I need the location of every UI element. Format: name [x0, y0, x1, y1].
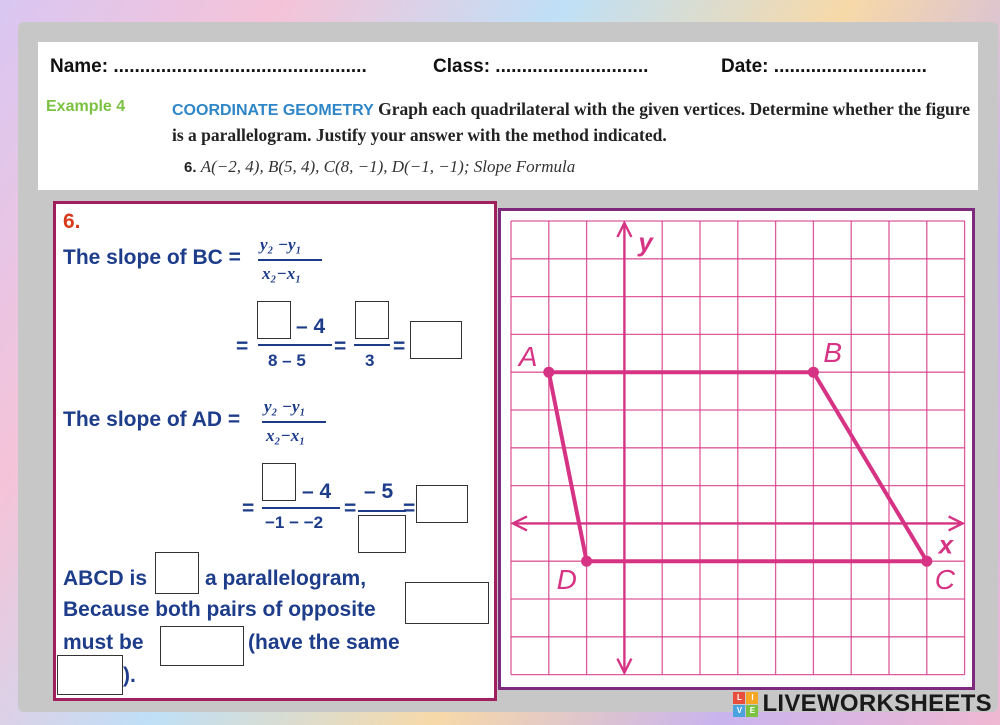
same-what-input[interactable]	[57, 655, 123, 695]
y-axis-label: y	[638, 227, 653, 257]
vertex-labels	[517, 337, 956, 595]
conclusion-end: ).	[123, 664, 136, 687]
problem-text: A(−2, 4), B(5, 4), C(8, −1), D(−1, −1); Slope Formula	[200, 157, 576, 176]
instruction-text	[172, 97, 978, 148]
conclusion-have-same: (have the same	[248, 631, 400, 654]
bc-numerator-rest: – 4	[296, 315, 326, 338]
conclusion-start: ABCD is	[63, 567, 148, 590]
conclusion-parallelogram: a parallelogram,	[205, 567, 367, 590]
instruction-body: Graph each quadrilateral with the given vertices. Determine whether the figure is a parallelogram. Justify your answer with the method indicated.	[172, 99, 970, 145]
slope-bc-formula-bar	[258, 259, 322, 261]
slope-ad-formula-numerator: y₂ −y₁	[264, 397, 306, 416]
problem-number: 6.	[184, 159, 197, 176]
vertex-point-d	[581, 556, 592, 567]
name-label: Name: ................................................	[50, 56, 367, 77]
slope-bc-formula-denominator: x₂−x₁	[262, 264, 302, 283]
graph-panel	[498, 208, 975, 690]
conclusion-because: Because both pairs of opposite	[63, 598, 376, 621]
ad-denominator: −1 − −2	[265, 513, 324, 532]
logo-text: LIVEWORKSHEETS	[762, 690, 992, 717]
slope-bc-formula-numerator: y₂ −y₁	[260, 235, 302, 254]
ad-equals-1: =	[242, 497, 255, 520]
topic-label: COORDINATE GEOMETRY	[172, 102, 374, 119]
ad-equals-3: =	[403, 497, 416, 520]
ad-result-numerator: – 5	[364, 480, 394, 503]
is-isnot-input[interactable]	[155, 552, 199, 594]
slope-bc-label: The slope of BC =	[63, 246, 241, 269]
opposite-sides-input[interactable]	[405, 582, 489, 624]
bc-result-bar	[354, 344, 390, 346]
slope-ad-formula-denominator: x₂−x₁	[266, 426, 306, 445]
bc-result-denominator: 3	[365, 351, 375, 370]
slope-ad-formula-bar	[262, 421, 326, 423]
vertex-label-c: C	[934, 564, 956, 596]
bc-equals-2: =	[334, 335, 347, 358]
vertex-point-a	[543, 367, 554, 378]
logo-icon: L I V E	[733, 692, 758, 717]
vertex-label-d: D	[556, 564, 577, 596]
date-label: Date: .............................	[721, 56, 927, 77]
ad-equals-2: =	[344, 497, 357, 520]
coordinate-graph	[501, 211, 972, 687]
solution-number: 6.	[63, 210, 81, 233]
bc-fraction-bar	[258, 344, 332, 346]
grid-lines	[511, 221, 965, 675]
liveworksheets-logo	[733, 690, 992, 718]
x-axis-label: x	[938, 529, 954, 560]
must-be-input[interactable]	[160, 626, 244, 666]
ad-result-bar	[358, 510, 406, 512]
ad-slope-answer-input[interactable]	[416, 485, 468, 523]
vertex-point-b	[808, 367, 819, 378]
vertex-point-c	[921, 556, 932, 567]
vertex-label-b: B	[823, 337, 843, 369]
class-label: Class: .............................	[433, 56, 649, 77]
bc-equals-3: =	[393, 335, 406, 358]
ad-numerator-input[interactable]	[262, 463, 296, 501]
problem-statement	[184, 157, 575, 177]
bc-slope-answer-input[interactable]	[410, 321, 462, 359]
vertex-label-a: A	[518, 341, 538, 373]
ad-numerator-rest: – 4	[302, 480, 332, 503]
example-label: Example 4	[46, 98, 126, 115]
slope-ad-label: The slope of AD =	[63, 408, 241, 431]
bc-result-numerator-input[interactable]	[355, 301, 389, 339]
bc-equals-1: =	[236, 335, 249, 358]
bc-numerator-input[interactable]	[257, 301, 291, 339]
ad-result-denominator-input[interactable]	[358, 515, 406, 553]
bc-denominator: 8 – 5	[268, 351, 306, 370]
conclusion-must-be: must be	[63, 631, 144, 654]
ad-fraction-bar	[262, 507, 340, 509]
